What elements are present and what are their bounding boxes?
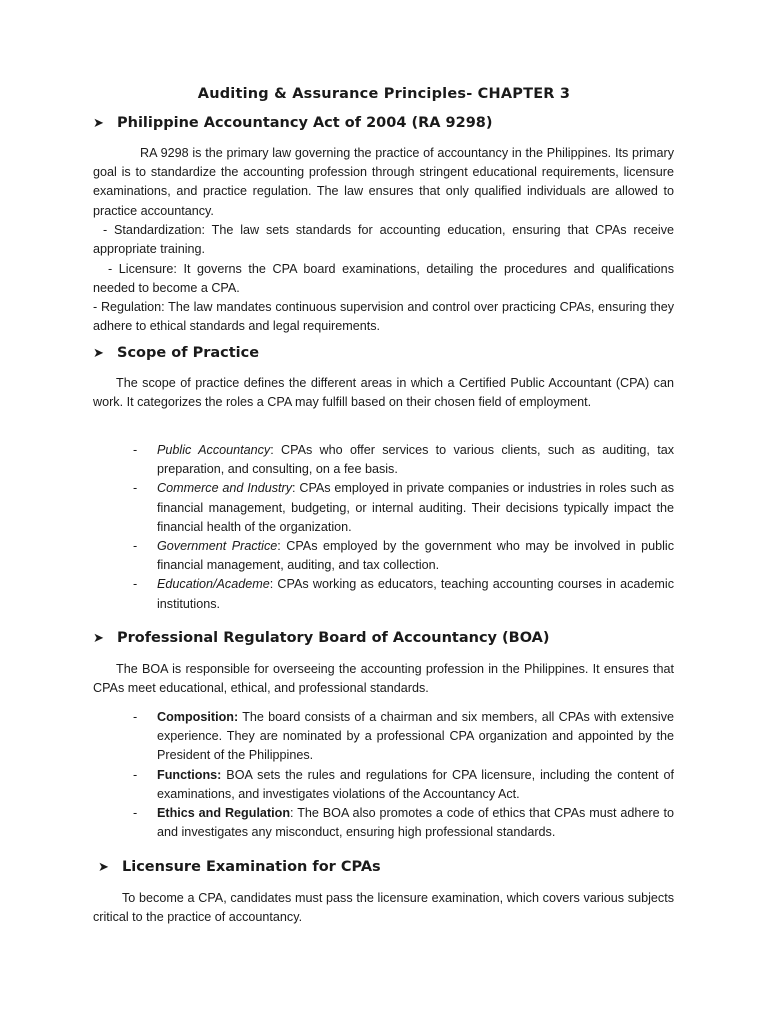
dash-bullet: -: [133, 710, 138, 724]
item-text: : CPAs who offer services to various clients, such as auditing, tax preparation, and consulting, on a fee basis.: [157, 443, 674, 477]
list-item: [93, 804, 674, 842]
section-heading-ra9298: [93, 115, 493, 131]
item-term: Ethics and Regulation: [157, 806, 291, 821]
item-term: Education/Academe: [157, 577, 270, 592]
item-text: : CPAs working as educators, teaching accounting courses in academic institutions.: [157, 577, 674, 611]
arrow-bullet-icon: ➤: [93, 631, 104, 646]
list-item: [93, 708, 674, 766]
dash-bullet: -: [133, 767, 138, 782]
licensure-exam-intro-paragraph: To become a CPA, candidates must pass the licensure examination, which covers various subjects critical to the practice of accountancy.: [93, 891, 674, 925]
item-term: Commerce and Industry: [157, 481, 293, 496]
list-item: [93, 537, 674, 575]
dash-bullet: -: [133, 481, 138, 496]
ra9298-intro-paragraph: RA 9298 is the primary law governing the practice of accountancy in the Philippines. Its primary goal is to standardize the accounting profession through stringent educational requirements, licensure examinations, and practice regulation. The law ensures that only qualified individuals are allowed to practice accountancy.: [93, 146, 674, 218]
list-item: [93, 766, 674, 804]
list-item: [93, 479, 674, 537]
item-term: Composition:: [157, 710, 239, 724]
item-term: Government Practice: [157, 539, 278, 554]
item-term: Functions:: [157, 767, 222, 782]
section-heading-boa: [93, 630, 550, 646]
section-heading-scope: [93, 345, 259, 361]
section-heading-text: Philippine Accountancy Act of 2004 (RA 9298): [117, 115, 493, 131]
arrow-bullet-icon: ➤: [93, 346, 104, 361]
arrow-bullet-icon: ➤: [93, 116, 104, 131]
section-heading-licensure-exam: [98, 859, 381, 875]
licensure-paragraph: - Licensure: It governs the CPA board examinations, detailing the procedures and qualifications needed to become a CPA.: [93, 262, 674, 296]
list-item: [93, 441, 674, 479]
document-title: Auditing & Assurance Principles- CHAPTER 3: [197, 86, 571, 102]
item-text: BOA sets the rules and regulations for CPA licensure, including the content of examinations, and investigates violations of the Accountancy Act.: [157, 767, 674, 801]
dash-bullet: -: [133, 443, 138, 457]
section-heading-text: Professional Regulatory Board of Accountancy (BOA): [117, 630, 550, 646]
section-heading-text: Licensure Examination for CPAs: [122, 859, 381, 875]
item-text: : The BOA also promotes a code of ethics that CPAs must adhere to and investigates any misconduct, ensuring high professional standards.: [157, 806, 674, 840]
regulation-paragraph: - Regulation: The law mandates continuous supervision and control over practicing CPAs, ensuring they adhere to ethical standards and legal requirements.: [93, 300, 674, 334]
list-item: [93, 575, 674, 613]
section-heading-text: Scope of Practice: [117, 345, 260, 361]
arrow-bullet-icon: ➤: [98, 860, 109, 875]
dash-bullet: -: [133, 806, 138, 821]
item-text: The board consists of a chairman and six members, all CPAs with extensive experience. They are nominated by a professional CPA organization and appointed by the President of the Philippines.: [157, 710, 674, 763]
dash-bullet: -: [133, 539, 138, 554]
scope-intro-paragraph: The scope of practice defines the different areas in which a Certified Public Accountant (CPA) can work. It categorizes the roles a CPA may fulfill based on their chosen field of employment.: [93, 376, 674, 410]
dash-bullet: -: [133, 577, 138, 592]
boa-list: [93, 708, 674, 842]
boa-intro-paragraph: The BOA is responsible for overseeing the accounting profession in the Philippines. It ensures that CPAs meet educational, ethical, and professional standards.: [93, 662, 674, 696]
standardization-paragraph: - Standardization: The law sets standards for accounting education, ensuring that CPAs receive appropriate training.: [93, 223, 674, 257]
scope-list: [93, 441, 674, 614]
item-term: Public Accountancy: [157, 443, 271, 457]
item-text: : CPAs employed by the government who may be involved in public financial management, auditing, and tax collection.: [157, 539, 674, 573]
item-text: : CPAs employed in private companies or industries in roles such as financial management, budgeting, or internal auditing. Their decisions typically impact the financial health of the organization.: [157, 481, 674, 534]
